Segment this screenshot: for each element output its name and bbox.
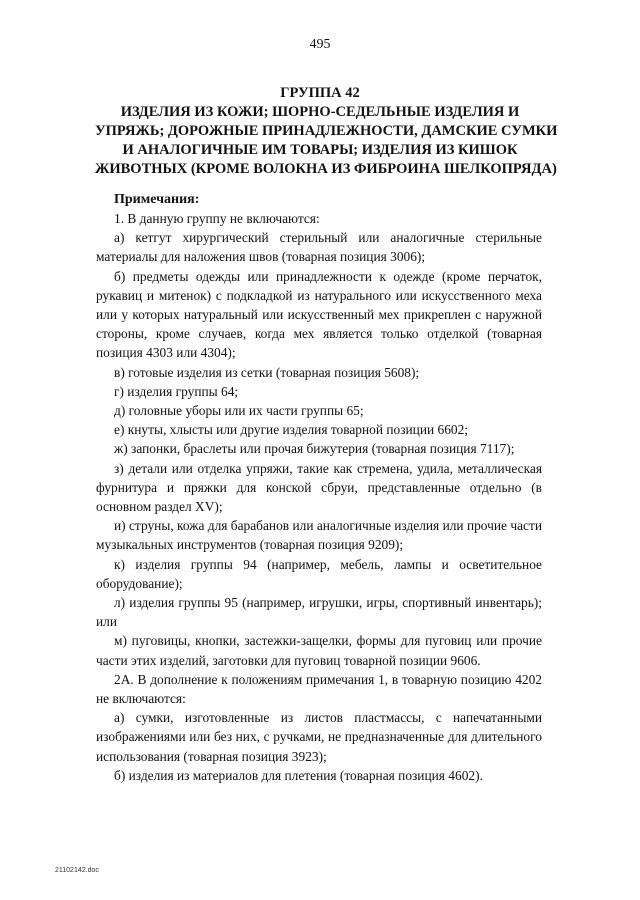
note-paragraph: е) кнуты, хлысты или другие изделия товарной позиции 6602; [114,422,469,438]
group-title-line: ИЗДЕЛИЯ ИЗ КОЖИ; ШОРНО-СЕДЕЛЬНЫЕ ИЗДЕЛИЯ И [120,104,520,120]
group-number: ГРУППА 42 [280,85,360,101]
note-paragraph: б) изделия из материалов для плетения (товарная позиция 4602). [114,767,483,783]
page-number: 495 [309,37,331,52]
notes-title: Примечания: [114,192,200,207]
note-paragraph: к) изделия группы 94 (например, мебель, лампы и осветительное оборудование); [96,556,542,591]
note-paragraph: 1. В данную группу не включаются: [114,211,320,226]
note-paragraph: л) изделия группы 95 (например, игрушки, игры, спортивный инвентарь); или [96,595,542,630]
notes-body [96,209,542,785]
notes-section [96,190,542,785]
note-paragraph: д) головные уборы или их части группы 65; [114,403,364,419]
note-paragraph: и) струны, кожа для барабанов или аналогичные изделия или прочие части музыкальных инструментов (товарная позиция 9209); [96,518,542,553]
note-paragraph: м) пуговицы, кнопки, застежки-защелки, формы для пуговиц или прочие части этих изделий, заготовки для пуговиц товарной позиции 9606. [96,633,542,668]
note-paragraph: ж) запонки, браслеты или прочая бижутерия (товарная позиция 7117); [114,441,515,457]
note-paragraph: в) готовые изделия из сетки (товарная позиция 5608); [114,364,420,380]
note-paragraph: 2А. В дополнение к положениям примечания 1, в товарную позицию 4202 не включаются: [96,671,542,707]
note-paragraph: з) детали или отделка упряжи, такие как стремена, удила, металлическая фурнитура и пряжки для конской сбруи, представленные отдельно (в основном раздел XV); [96,460,542,515]
note-paragraph: а) сумки, изготовленные из листов пластмассы, с напечатанными изображениями или без них, с ручками, не предназначенные для длительного использования (товарная позиция 3923); [96,710,542,764]
group-title-line: ЖИВОТНЫХ (КРОМЕ ВОЛОКНА ИЗ ФИБРОИНА ШЕЛКОПРЯДА) [95,161,557,177]
file-name-footer: 21102142.doc [55,867,99,874]
group-heading [95,84,558,179]
note-paragraph: б) предметы одежды или принадлежности к одежде (кроме перчаток, рукавиц и митенок) с подкладкой из натурального или искусственного меха или у которых натуральный или искусственный мех прикреплен с наружной стороны, кроме случаев, когда мех является только отделкой (товарная позиция 4303 или 4304); [96,268,542,361]
group-title-line: И АНАЛОГИЧНЫЕ ИМ ТОВАРЫ; ИЗДЕЛИЯ ИЗ КИШОК [122,142,518,158]
note-paragraph: г) изделия группы 64; [114,383,239,399]
note-paragraph: а) кетгут хирургический стерильный или аналогичные стерильные материалы для наложения швов (товарная позиция 3006); [96,230,542,265]
group-title-line: УПРЯЖЬ; ДОРОЖНЫЕ ПРИНАДЛЕЖНОСТИ, ДАМСКИЕ СУМКИ [95,123,558,139]
